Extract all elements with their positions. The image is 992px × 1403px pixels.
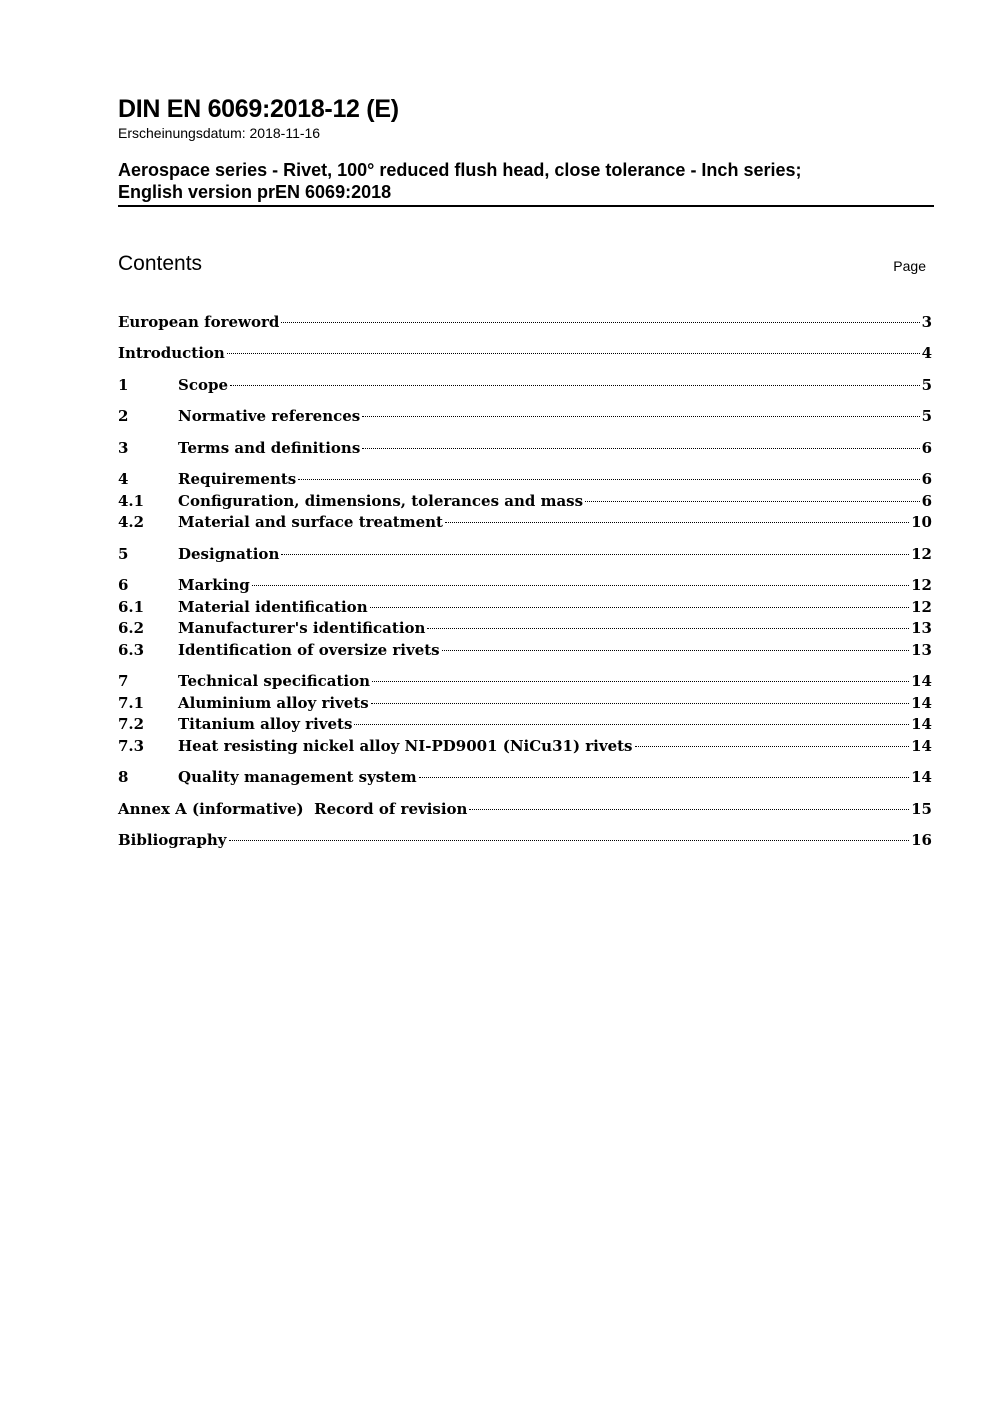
toc-entry-title: Designation: [178, 545, 280, 563]
toc-entry-number: 6.3: [118, 641, 145, 659]
toc-entry-page: 6: [921, 439, 932, 457]
toc-entry-page: 14: [911, 715, 932, 733]
toc-leader-dots: [585, 501, 919, 502]
toc-entry-page: 13: [911, 619, 932, 637]
toc-entry-page: 5: [921, 376, 932, 394]
toc-entry-page: 6: [921, 492, 932, 510]
toc-entry-page: 4: [921, 344, 932, 362]
toc-leader-dots: [442, 650, 910, 651]
document-subtitle: [118, 159, 934, 207]
toc-entry[interactable]: [118, 798, 932, 820]
page-column-label: Page: [893, 258, 926, 274]
toc-entry-number: 1: [118, 376, 129, 394]
toc-entry-number: 5: [118, 545, 129, 563]
toc-leader-dots: [227, 353, 920, 354]
toc-leader-dots: [635, 746, 910, 747]
toc-entry[interactable]: [118, 670, 932, 692]
toc-entry-title: Bibliography: [118, 831, 227, 849]
toc-entry-number: 2: [118, 407, 129, 425]
toc-entry-number: 6.1: [118, 598, 145, 616]
toc-leader-dots: [469, 809, 909, 810]
toc-leader-dots: [230, 385, 920, 386]
toc-leader-dots: [229, 840, 910, 841]
toc-entry-page: 13: [911, 641, 932, 659]
toc-entry-number: 4.1: [118, 492, 145, 510]
toc-entry[interactable]: [118, 511, 932, 533]
toc-entry-number: 8: [118, 768, 129, 786]
toc-entry-number: 7.2: [118, 715, 145, 733]
toc-entry[interactable]: [118, 574, 932, 596]
toc-entry-page: 15: [911, 800, 932, 818]
toc-entry[interactable]: [118, 735, 932, 757]
toc-entry[interactable]: [118, 596, 932, 618]
document-header: [118, 94, 934, 207]
toc-entry-title: Material and surface treatment: [178, 513, 443, 531]
toc-entry[interactable]: [118, 692, 932, 714]
toc-entry-number: 4: [118, 470, 129, 488]
toc-entry-title: European foreword: [118, 313, 280, 331]
toc-entry-number: 7: [118, 672, 129, 690]
toc-leader-dots: [281, 322, 919, 323]
toc-entry-title: Terms and definitions: [178, 439, 361, 457]
toc-entry-page: 5: [921, 407, 932, 425]
toc-entry-title: Normative references: [178, 407, 361, 425]
toc-entry-page: 12: [911, 576, 932, 594]
toc-entry-title: Marking: [178, 576, 250, 594]
toc-leader-dots: [445, 522, 909, 523]
toc-entry-title: Identification of oversize rivets: [178, 641, 440, 659]
toc-entry-page: 14: [911, 768, 932, 786]
toc-leader-dots: [252, 585, 909, 586]
toc-entry-number: 3: [118, 439, 129, 457]
toc-entry-page: 12: [911, 545, 932, 563]
toc-entry[interactable]: [118, 766, 932, 788]
toc-entry[interactable]: [118, 490, 932, 512]
toc-leader-dots: [362, 416, 919, 417]
toc-entry-page: 14: [911, 672, 932, 690]
toc-entry-title: Quality management system: [178, 768, 417, 786]
contents-title: Contents: [118, 252, 203, 275]
toc-entry-title: Scope: [178, 376, 229, 394]
toc-leader-dots: [427, 628, 909, 629]
document-title: DIN EN 6069:2018-12 (E): [118, 95, 399, 123]
toc-entry[interactable]: [118, 468, 932, 490]
toc-entry-title: Annex A (informative) Record of revision: [118, 800, 468, 818]
toc-entry[interactable]: [118, 342, 932, 364]
toc-entry-page: 10: [911, 513, 932, 531]
subtitle-line-2: English version prEN 6069:2018: [118, 182, 392, 202]
toc-entry-page: 14: [911, 694, 932, 712]
toc-entry-title: Manufacturer's identification: [178, 619, 426, 637]
toc-entry-title: Introduction: [118, 344, 225, 362]
toc-leader-dots: [419, 777, 910, 778]
toc-entry-number: 7.1: [118, 694, 145, 712]
toc-entry-title: Requirements: [178, 470, 297, 488]
toc-leader-dots: [371, 703, 909, 704]
toc-entry-title: Material identification: [178, 598, 368, 616]
toc-entry[interactable]: [118, 713, 932, 735]
toc-leader-dots: [370, 607, 910, 608]
toc-leader-dots: [281, 554, 909, 555]
toc-entry-title: Configuration, dimensions, tolerances and mass: [178, 492, 584, 510]
toc-entry[interactable]: [118, 543, 932, 565]
toc-entry-title: Aluminium alloy rivets: [178, 694, 369, 712]
toc-entry-page: 16: [911, 831, 932, 849]
toc-entry[interactable]: [118, 374, 932, 396]
toc-entry-page: 3: [921, 313, 932, 331]
toc-entry-title: Technical specification: [178, 672, 371, 690]
toc-entry[interactable]: [118, 437, 932, 459]
toc-entry-page: 6: [921, 470, 932, 488]
toc-entry[interactable]: [118, 829, 932, 851]
toc-leader-dots: [298, 479, 919, 480]
toc-entry-number: 6: [118, 576, 129, 594]
toc-entry-title: Heat resisting nickel alloy NI-PD9001 (NiCu31) rivets: [178, 737, 633, 755]
toc-entry[interactable]: [118, 617, 932, 639]
toc-leader-dots: [354, 724, 909, 725]
toc-entry[interactable]: [118, 639, 932, 661]
toc-entry-title: Titanium alloy rivets: [178, 715, 353, 733]
toc-entry-number: 4.2: [118, 513, 145, 531]
toc-entry-number: 6.2: [118, 619, 145, 637]
toc-entry-page: 12: [911, 598, 932, 616]
toc-leader-dots: [362, 448, 919, 449]
toc-entry[interactable]: [118, 405, 932, 427]
contents-heading: [118, 250, 928, 280]
toc-entry-number: 7.3: [118, 737, 145, 755]
subtitle-line-1: Aerospace series - Rivet, 100° reduced flush head, close tolerance - Inch series;: [118, 160, 802, 180]
toc-entry[interactable]: [118, 311, 932, 333]
toc-entry-page: 14: [911, 737, 932, 755]
publication-date: Erscheinungsdatum: 2018-11-16: [118, 125, 321, 141]
toc-leader-dots: [372, 681, 909, 682]
